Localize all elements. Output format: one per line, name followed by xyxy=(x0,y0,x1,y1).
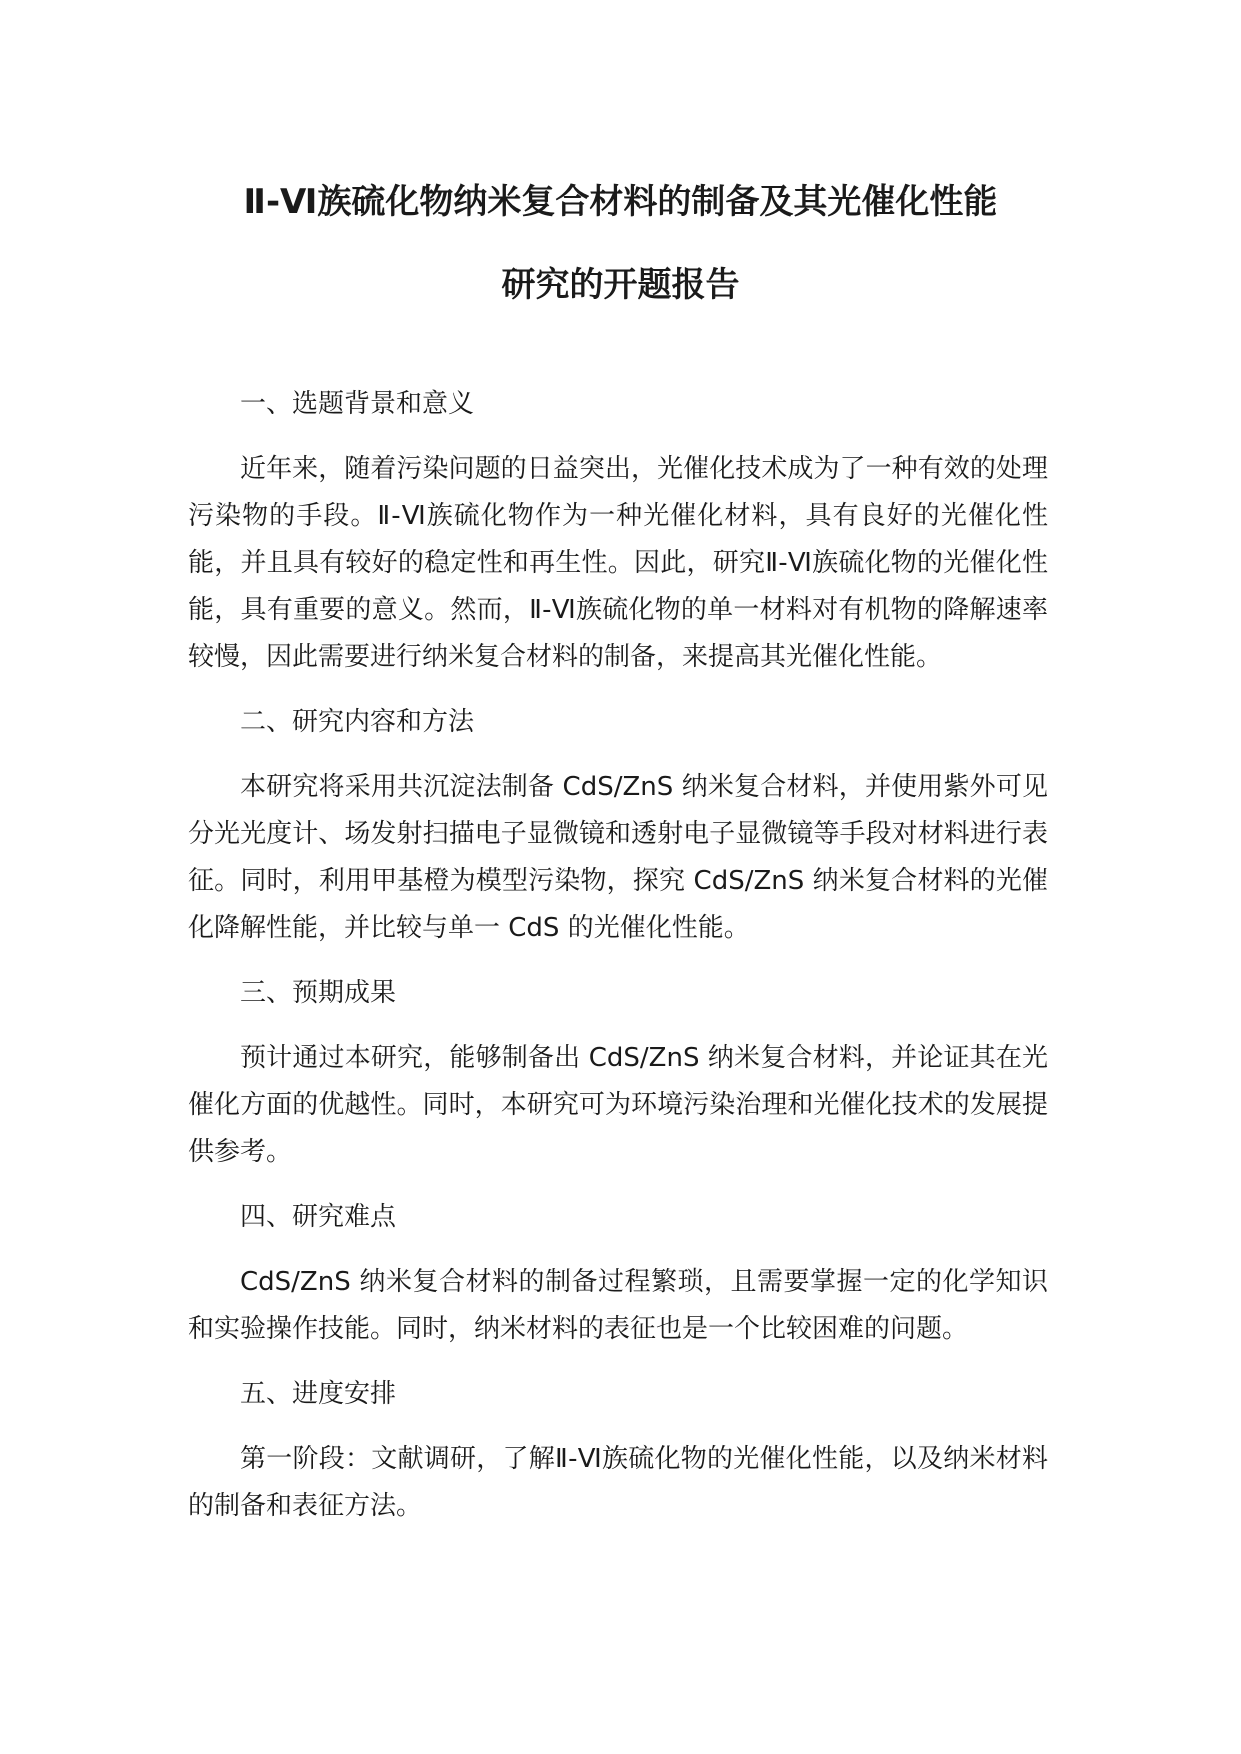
section-heading-schedule: 五、进度安排 xyxy=(240,1379,397,1409)
section-heading-difficulties: 四、研究难点 xyxy=(240,1202,397,1232)
section-body-expected-results: 预计通过本研究，能够制备出 CdS/ZnS 纳米复合材料，并论证其在光催化方面的优越性。同时，本研究可为环境污染治理和光催化技术的发展提供参考。 xyxy=(188,1043,1048,1167)
document-title-line-2: 研究的开题报告 xyxy=(501,265,740,305)
section-body-content-methods: 本研究将采用共沉淀法制备 CdS/ZnS 纳米复合材料，并使用紫外可见分光光度计、场发射扫描电子显微镜和透射电子显微镜等手段对材料进行表征。同时，利用甲基橙为模型污染物，探究 CdS/ZnS 纳米复合材料的光催化降解性能，并比较与单一 CdS 的光催化性能。 xyxy=(188,772,1048,943)
section-heading-background: 一、选题背景和意义 xyxy=(240,389,475,419)
section-body-difficulties: CdS/ZnS 纳米复合材料的制备过程繁琐，且需要掌握一定的化学知识和实验操作技能。同时，纳米材料的表征也是一个比较困难的问题。 xyxy=(188,1267,1048,1344)
section-body-background: 近年来，随着污染问题的日益突出，光催化技术成为了一种有效的处理污染物的手段。Ⅱ-Ⅵ族硫化物作为一种光催化材料，具有良好的光催化性能，并且具有较好的稳定性和再生性。因此，研究Ⅱ-Ⅵ族硫化物的光催化性能，具有重要的意义。然而，Ⅱ-Ⅵ族硫化物的单一材料对有机物的降解速率较慢，因此需要进行纳米复合材料的制备，来提高其光催化性能。 xyxy=(188,454,1048,672)
document-title-line-1: Ⅱ-Ⅵ族硫化物纳米复合材料的制备及其光催化性能 xyxy=(243,182,998,222)
section-body-schedule: 第一阶段：文献调研，了解Ⅱ-Ⅵ族硫化物的光催化性能，以及纳米材料的制备和表征方法。 xyxy=(188,1444,1048,1521)
document-body xyxy=(188,381,1048,1530)
section-heading-content-methods: 二、研究内容和方法 xyxy=(240,707,475,737)
section-heading-expected-results: 三、预期成果 xyxy=(240,978,397,1008)
